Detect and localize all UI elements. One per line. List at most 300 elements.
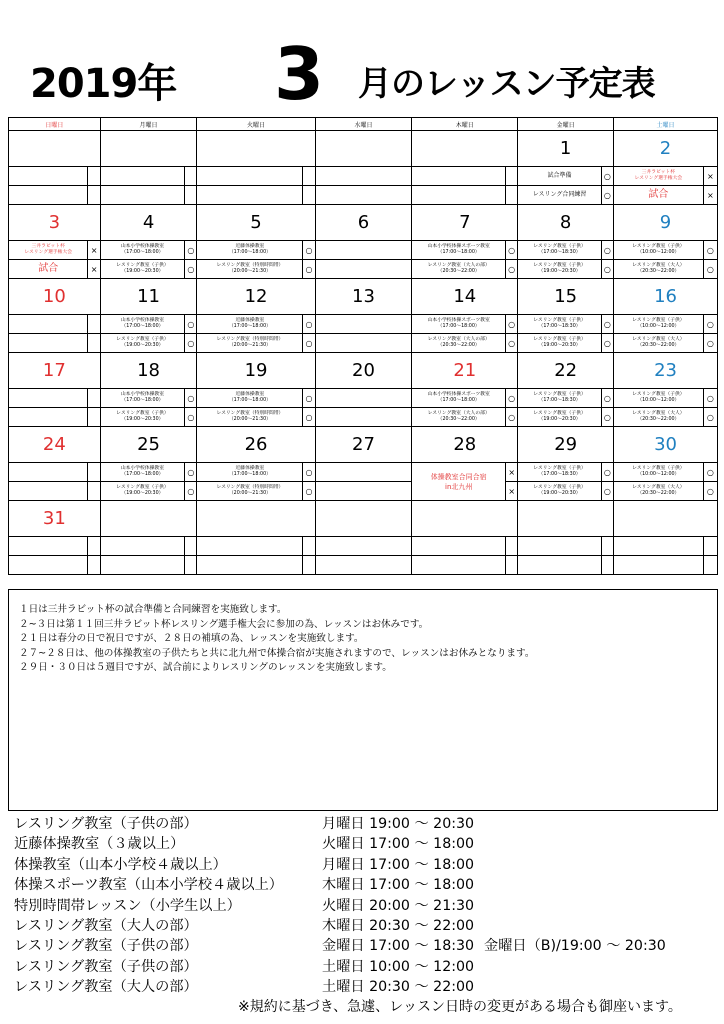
schedule-class-name: レスリング教室（子供の部）	[14, 816, 198, 832]
slot-row	[9, 260, 718, 279]
lesson-slot	[412, 389, 506, 408]
availability-mark	[303, 537, 315, 556]
week-row	[9, 131, 718, 167]
lesson-time: （20:30～22:00）	[437, 417, 480, 422]
lesson-slot	[518, 463, 602, 482]
day-number: 13	[315, 279, 412, 315]
availability-mark: ○	[303, 408, 315, 427]
availability-mark	[506, 537, 518, 556]
lesson-name: レスリング教室（特別時間帯）	[216, 262, 284, 268]
lesson-slot	[315, 556, 412, 575]
lesson-time: （20:30～22:00）	[437, 269, 480, 274]
title-rest: 月のレッスン予定表	[358, 64, 655, 104]
day-number: 30	[614, 427, 718, 463]
lesson-time: （10:00～12:00）	[637, 324, 680, 329]
availability-mark: ○	[185, 315, 197, 334]
schedule-time: 木曜日 17:00 ～ 18:00	[322, 877, 475, 894]
slot-row	[9, 241, 718, 260]
availability-mark: ○	[185, 334, 197, 353]
lesson-slot	[315, 482, 412, 501]
availability-mark	[88, 408, 100, 427]
day-number	[197, 131, 315, 167]
lesson-slot	[412, 556, 506, 575]
availability-mark: ○	[601, 389, 613, 408]
lesson-slot	[614, 334, 704, 353]
lesson-name: レスリング教室（大人）	[632, 484, 685, 490]
availability-mark: ○	[303, 241, 315, 260]
day-number: 24	[9, 427, 101, 463]
weekday-label: 火曜日	[197, 118, 315, 131]
lesson-slot	[315, 167, 412, 186]
availability-mark: ○	[703, 241, 717, 260]
lesson-time: （19:00～20:30）	[121, 417, 164, 422]
lesson-time: （20:00～21:30）	[228, 491, 271, 496]
lesson-name: レスリング教室（子供）	[116, 484, 169, 490]
availability-mark: ○	[506, 241, 518, 260]
lesson-time: （17:00～18:00）	[437, 398, 480, 403]
availability-mark: ×	[88, 241, 100, 260]
day-number: 17	[9, 353, 101, 389]
availability-mark: ○	[703, 482, 717, 501]
lesson-name: レスリング教室（特別時間帯）	[216, 484, 284, 490]
lesson-slot	[197, 389, 303, 408]
lesson-name: レスリング教室（子供）	[533, 484, 586, 490]
footer-note: ※規約に基づき、急遽、レッスン日時の変更がある場合も御座います。	[238, 999, 682, 1015]
lesson-time: （17:00～18:00）	[121, 324, 164, 329]
availability-mark: ○	[303, 260, 315, 279]
availability-mark	[88, 556, 100, 575]
schedule-extra-time: 金曜日（B)/19:00 ～ 20:30	[484, 938, 666, 955]
lesson-slot	[614, 556, 704, 575]
day-number	[100, 131, 197, 167]
lesson-slot	[100, 186, 185, 205]
title-month: 3	[274, 32, 325, 116]
lesson-slot	[412, 408, 506, 427]
tournament-name	[614, 167, 704, 186]
day-number: 26	[197, 427, 315, 463]
schedule-time: 金曜日 17:00 ～ 18:30	[322, 938, 475, 955]
lesson-name: レスリング教室（子供）	[533, 336, 586, 342]
lesson-slot	[412, 167, 506, 186]
lesson-name: レスリング教室（子供）	[632, 317, 685, 323]
match-label: 試合	[9, 260, 88, 279]
day-number: 29	[518, 427, 614, 463]
week-row	[9, 427, 718, 463]
lesson-name: レスリング教室（大人の部）	[427, 410, 490, 416]
schedule-class-name: レスリング教室（子供の部）	[14, 938, 198, 955]
lesson-time: （17:00～18:00）	[121, 250, 164, 255]
lesson-slot	[9, 408, 88, 427]
lesson-time: （19:00～20:30）	[538, 343, 581, 348]
lesson-slot	[518, 334, 602, 353]
schedule-class-name: 体操教室（山本小学校４歳以上）	[14, 856, 227, 873]
lesson-slot	[9, 537, 88, 556]
lesson-time: （20:30～22:00）	[637, 491, 680, 496]
availability-mark: ○	[601, 241, 613, 260]
schedule-time: 土曜日 20:30 ～ 22:00	[322, 979, 475, 996]
lesson-time: （10:00～12:00）	[637, 472, 680, 477]
availability-mark: ○	[303, 334, 315, 353]
lesson-calendar	[8, 117, 718, 575]
lesson-name: 近藤体操教室	[235, 243, 265, 249]
slot-row	[9, 315, 718, 334]
lesson-slot	[518, 389, 602, 408]
availability-mark	[88, 537, 100, 556]
lesson-name: レスリング教室（大人）	[632, 262, 685, 268]
lesson-time: （19:00～20:30）	[538, 417, 581, 422]
schedule-time: 土曜日 10:00 ～ 12:00	[322, 958, 475, 975]
availability-mark	[703, 556, 717, 575]
weekday-label: 日曜日	[9, 118, 101, 131]
availability-mark: ○	[703, 334, 717, 353]
lesson-name: レスリング教室（大人の部）	[427, 336, 490, 342]
availability-mark	[88, 389, 100, 408]
lesson-name: 山本小学校体操教室	[120, 391, 165, 397]
day-number: 2	[614, 131, 718, 167]
schedule-time: 月曜日 19:00 ～ 20:30	[322, 816, 475, 832]
lesson-time: （10:00～12:00）	[637, 250, 680, 255]
lesson-slot	[518, 315, 602, 334]
availability-mark	[88, 315, 100, 334]
note-line: ２９日・３０日は５週目ですが、試合前によりレスリングのレッスンを実施致します。	[19, 662, 392, 673]
day-number: 27	[315, 427, 412, 463]
lesson-time: （20:30～22:00）	[437, 343, 480, 348]
note-line: １日は三井ラビット杯の試合準備と合同練習を実施致します。	[19, 604, 287, 615]
availability-mark	[185, 167, 197, 186]
availability-mark: ○	[506, 408, 518, 427]
availability-mark	[303, 167, 315, 186]
lesson-time: （10:00～12:00）	[637, 398, 680, 403]
availability-mark: ○	[601, 463, 613, 482]
weekday-label: 金曜日	[518, 118, 614, 131]
availability-mark: ○	[703, 315, 717, 334]
lesson-slot	[197, 482, 303, 501]
availability-mark	[88, 186, 100, 205]
availability-mark: ○	[506, 334, 518, 353]
lesson-name: 山本小学校体操教室	[120, 317, 165, 323]
schedule-class-name: レスリング教室（大人の部）	[14, 917, 198, 934]
lesson-name: レスリング教室（子供）	[533, 262, 586, 268]
day-number	[614, 501, 718, 537]
lesson-slot	[9, 167, 88, 186]
availability-mark	[185, 537, 197, 556]
lesson-time: （20:30～22:00）	[637, 269, 680, 274]
availability-mark: ○	[703, 260, 717, 279]
lesson-slot	[614, 241, 704, 260]
lesson-time: （17:00～18:30）	[538, 472, 581, 477]
lesson-slot	[197, 241, 303, 260]
calendar-body	[9, 118, 718, 575]
lesson-name: 近藤体操教室	[235, 465, 265, 471]
title-year: 2019年	[30, 61, 177, 107]
schedule-class-name: 体操スポーツ教室（山本小学校４歳以上）	[14, 877, 283, 894]
day-number: 19	[197, 353, 315, 389]
lesson-slot	[197, 334, 303, 353]
lesson-time: （17:00～18:00）	[437, 324, 480, 329]
lesson-slot	[518, 260, 602, 279]
lesson-slot	[614, 537, 704, 556]
lesson-time: （17:00～18:00）	[228, 250, 271, 255]
day-number	[412, 501, 518, 537]
lesson-slot	[100, 167, 185, 186]
availability-mark: ○	[185, 260, 197, 279]
lesson-slot	[518, 408, 602, 427]
lesson-name: レスリング教室（大人の部）	[427, 262, 490, 268]
lesson-slot	[315, 463, 412, 482]
lesson-slot	[100, 334, 185, 353]
lesson-slot	[197, 186, 303, 205]
lesson-slot	[315, 315, 412, 334]
lesson-time: （17:00～18:00）	[121, 398, 164, 403]
lesson-time: （17:00～18:30）	[538, 324, 581, 329]
lesson-time: （17:00～18:30）	[538, 398, 581, 403]
weekday-label: 水曜日	[315, 118, 412, 131]
lesson-slot: 試合準備	[518, 167, 602, 186]
slot-row	[9, 389, 718, 408]
slot-row	[9, 482, 718, 501]
slot-row	[9, 463, 718, 482]
lesson-slot	[518, 537, 602, 556]
lesson-time: （17:00～18:00）	[437, 250, 480, 255]
lesson-time: （19:00～20:30）	[121, 343, 164, 348]
day-number: 21	[412, 353, 518, 389]
slot-row	[9, 556, 718, 575]
schedule-class-name: 近藤体操教室（３歳以上）	[14, 836, 185, 853]
availability-mark: ×	[506, 463, 518, 482]
lesson-name: レスリング教室（子供）	[533, 410, 586, 416]
day-number: 31	[9, 501, 101, 537]
lesson-time: （20:00～21:30）	[228, 343, 271, 348]
lesson-slot	[614, 463, 704, 482]
weekday-label: 土曜日	[614, 118, 718, 131]
availability-mark: ○	[303, 463, 315, 482]
availability-mark: ×	[506, 482, 518, 501]
slot-row	[9, 537, 718, 556]
weekday-label: 木曜日	[412, 118, 518, 131]
lesson-time: （17:00～18:00）	[228, 472, 271, 477]
availability-mark: ○	[185, 408, 197, 427]
lesson-name: レスリング教室（特別時間帯）	[216, 410, 284, 416]
schedule-time: 月曜日 17:00 ～ 18:00	[322, 856, 475, 873]
day-number	[197, 501, 315, 537]
availability-mark: ○	[601, 167, 613, 186]
lesson-name: 山本小学校体操教室	[120, 243, 165, 249]
lesson-name: レスリング教室（大人）	[632, 410, 685, 416]
lesson-slot	[100, 408, 185, 427]
availability-mark: ○	[303, 482, 315, 501]
lesson-name: レスリング教室（大人）	[632, 336, 685, 342]
note-line: ２７~２８日は、他の体操教室の子供たちと共に北九州で体操合宿が実施されますので、レッスンはお休みとなります。	[19, 647, 535, 659]
week-row	[9, 353, 718, 389]
note-line: ２~３日は第１１回三井ラビット杯レスリング選手権大会に参加の為、レッスンはお休みです。	[19, 618, 429, 630]
availability-mark: ○	[601, 260, 613, 279]
availability-mark	[506, 167, 518, 186]
lesson-name: レスリング教室（子供）	[533, 243, 586, 249]
availability-mark: ○	[185, 463, 197, 482]
lesson-slot	[197, 463, 303, 482]
day-number: 11	[100, 279, 197, 315]
lesson-slot	[315, 389, 412, 408]
lesson-time: （17:00～18:00）	[121, 472, 164, 477]
lesson-slot	[9, 482, 88, 501]
availability-mark	[88, 463, 100, 482]
availability-mark: ○	[601, 186, 613, 205]
lesson-time: （19:00～20:30）	[538, 491, 581, 496]
lesson-slot	[315, 537, 412, 556]
day-number	[9, 131, 101, 167]
lesson-time: （20:30～22:00）	[637, 343, 680, 348]
lesson-slot	[518, 241, 602, 260]
availability-mark: ×	[703, 167, 717, 186]
lesson-slot	[100, 482, 185, 501]
tournament-name	[9, 241, 88, 260]
lesson-slot	[197, 260, 303, 279]
day-number: 9	[614, 205, 718, 241]
day-number: 5	[197, 205, 315, 241]
camp-location: in北九州	[445, 482, 473, 491]
tournament-line: 三井ラビット杯	[641, 169, 676, 175]
lesson-slot	[614, 389, 704, 408]
availability-mark	[88, 167, 100, 186]
availability-mark	[303, 556, 315, 575]
lesson-name: 近藤体操教室	[235, 317, 265, 323]
lesson-slot	[614, 260, 704, 279]
day-number: 25	[100, 427, 197, 463]
day-number: 14	[412, 279, 518, 315]
lesson-slot	[100, 537, 185, 556]
lesson-name: レスリング教室（子供）	[632, 243, 685, 249]
tournament-line: 三井ラビット杯	[31, 243, 65, 249]
lesson-slot	[315, 334, 412, 353]
lesson-time: （17:00～18:00）	[228, 324, 271, 329]
day-number: 28	[412, 427, 518, 463]
lesson-slot	[518, 482, 602, 501]
lesson-name: レスリング教室（特別時間帯）	[216, 336, 284, 342]
day-number: 7	[412, 205, 518, 241]
day-number	[100, 501, 197, 537]
availability-mark: ○	[303, 389, 315, 408]
lesson-time: （19:00～20:30）	[121, 269, 164, 274]
availability-mark	[601, 556, 613, 575]
lesson-slot	[412, 260, 506, 279]
availability-mark	[506, 556, 518, 575]
lesson-name: レスリング教室（子供）	[116, 410, 169, 416]
slot-row	[9, 408, 718, 427]
tournament-line: レスリング選手権大会	[634, 176, 683, 181]
lesson-slot	[9, 334, 88, 353]
availability-mark: ○	[506, 389, 518, 408]
availability-mark: ○	[703, 408, 717, 427]
schedule-class-name: レスリング教室（大人の部）	[14, 979, 198, 996]
availability-mark: ○	[601, 334, 613, 353]
camp-event	[412, 463, 506, 501]
lesson-slot	[9, 315, 88, 334]
lesson-slot	[518, 556, 602, 575]
day-number	[315, 501, 412, 537]
lesson-time: （20:30～22:00）	[637, 417, 680, 422]
day-number: 1	[518, 131, 614, 167]
lesson-slot	[197, 167, 303, 186]
availability-mark: ○	[703, 389, 717, 408]
day-number	[315, 131, 412, 167]
lesson-slot	[100, 463, 185, 482]
availability-mark: ○	[185, 389, 197, 408]
lesson-slot	[412, 315, 506, 334]
lesson-slot	[100, 315, 185, 334]
lesson-name: 近藤体操教室	[235, 391, 265, 397]
day-number	[412, 131, 518, 167]
lesson-name: レスリング教室（子供）	[632, 391, 685, 397]
lesson-name: 山本小学校体操スポーツ教室	[427, 391, 490, 397]
availability-mark: ○	[185, 482, 197, 501]
notes-box	[8, 589, 718, 811]
availability-mark	[88, 482, 100, 501]
day-number: 4	[100, 205, 197, 241]
lesson-slot	[412, 537, 506, 556]
day-number: 12	[197, 279, 315, 315]
lesson-slot	[197, 315, 303, 334]
lesson-name: 山本小学校体操スポーツ教室	[427, 317, 490, 323]
lesson-name: 山本小学校体操スポーツ教室	[427, 243, 490, 249]
lesson-slot: レスリング合同練習	[518, 186, 602, 205]
availability-mark: ○	[601, 315, 613, 334]
camp-title: 体操教室合同合宿	[430, 472, 487, 481]
lesson-slot	[100, 556, 185, 575]
lesson-slot	[315, 408, 412, 427]
slot-row	[9, 334, 718, 353]
week-row	[9, 501, 718, 537]
schedule-time: 火曜日 17:00 ～ 18:00	[322, 836, 475, 853]
availability-mark: ×	[703, 186, 717, 205]
availability-mark	[601, 537, 613, 556]
lesson-name: 山本小学校体操教室	[120, 465, 165, 471]
lesson-slot	[315, 260, 412, 279]
lesson-time: （19:00～20:30）	[121, 491, 164, 496]
lesson-slot	[412, 241, 506, 260]
day-number: 22	[518, 353, 614, 389]
availability-mark	[185, 556, 197, 575]
lesson-slot	[100, 260, 185, 279]
availability-mark	[506, 186, 518, 205]
availability-mark: ○	[703, 463, 717, 482]
availability-mark	[88, 334, 100, 353]
availability-mark	[703, 537, 717, 556]
match-label: 試合	[614, 186, 704, 205]
week-row	[9, 279, 718, 315]
availability-mark: ×	[88, 260, 100, 279]
schedule-class-name: レスリング教室（子供の部）	[14, 958, 198, 975]
lesson-time: （20:00～21:30）	[228, 269, 271, 274]
availability-mark: ○	[506, 260, 518, 279]
lesson-name: レスリング教室（子供）	[116, 336, 169, 342]
day-number: 23	[614, 353, 718, 389]
lesson-name: レスリング教室（子供）	[116, 262, 169, 268]
lesson-name: レスリング教室（子供）	[533, 465, 586, 471]
availability-mark: ○	[303, 315, 315, 334]
slot-row	[9, 186, 718, 205]
lesson-slot	[614, 482, 704, 501]
lesson-slot	[9, 556, 88, 575]
day-number: 10	[9, 279, 101, 315]
availability-mark	[185, 186, 197, 205]
day-number: 6	[315, 205, 412, 241]
day-number: 16	[614, 279, 718, 315]
lesson-slot	[614, 408, 704, 427]
day-number: 8	[518, 205, 614, 241]
schedule-time: 木曜日 20:30 ～ 22:00	[322, 917, 475, 934]
lesson-slot	[9, 389, 88, 408]
lesson-time: （20:00～21:30）	[228, 417, 271, 422]
